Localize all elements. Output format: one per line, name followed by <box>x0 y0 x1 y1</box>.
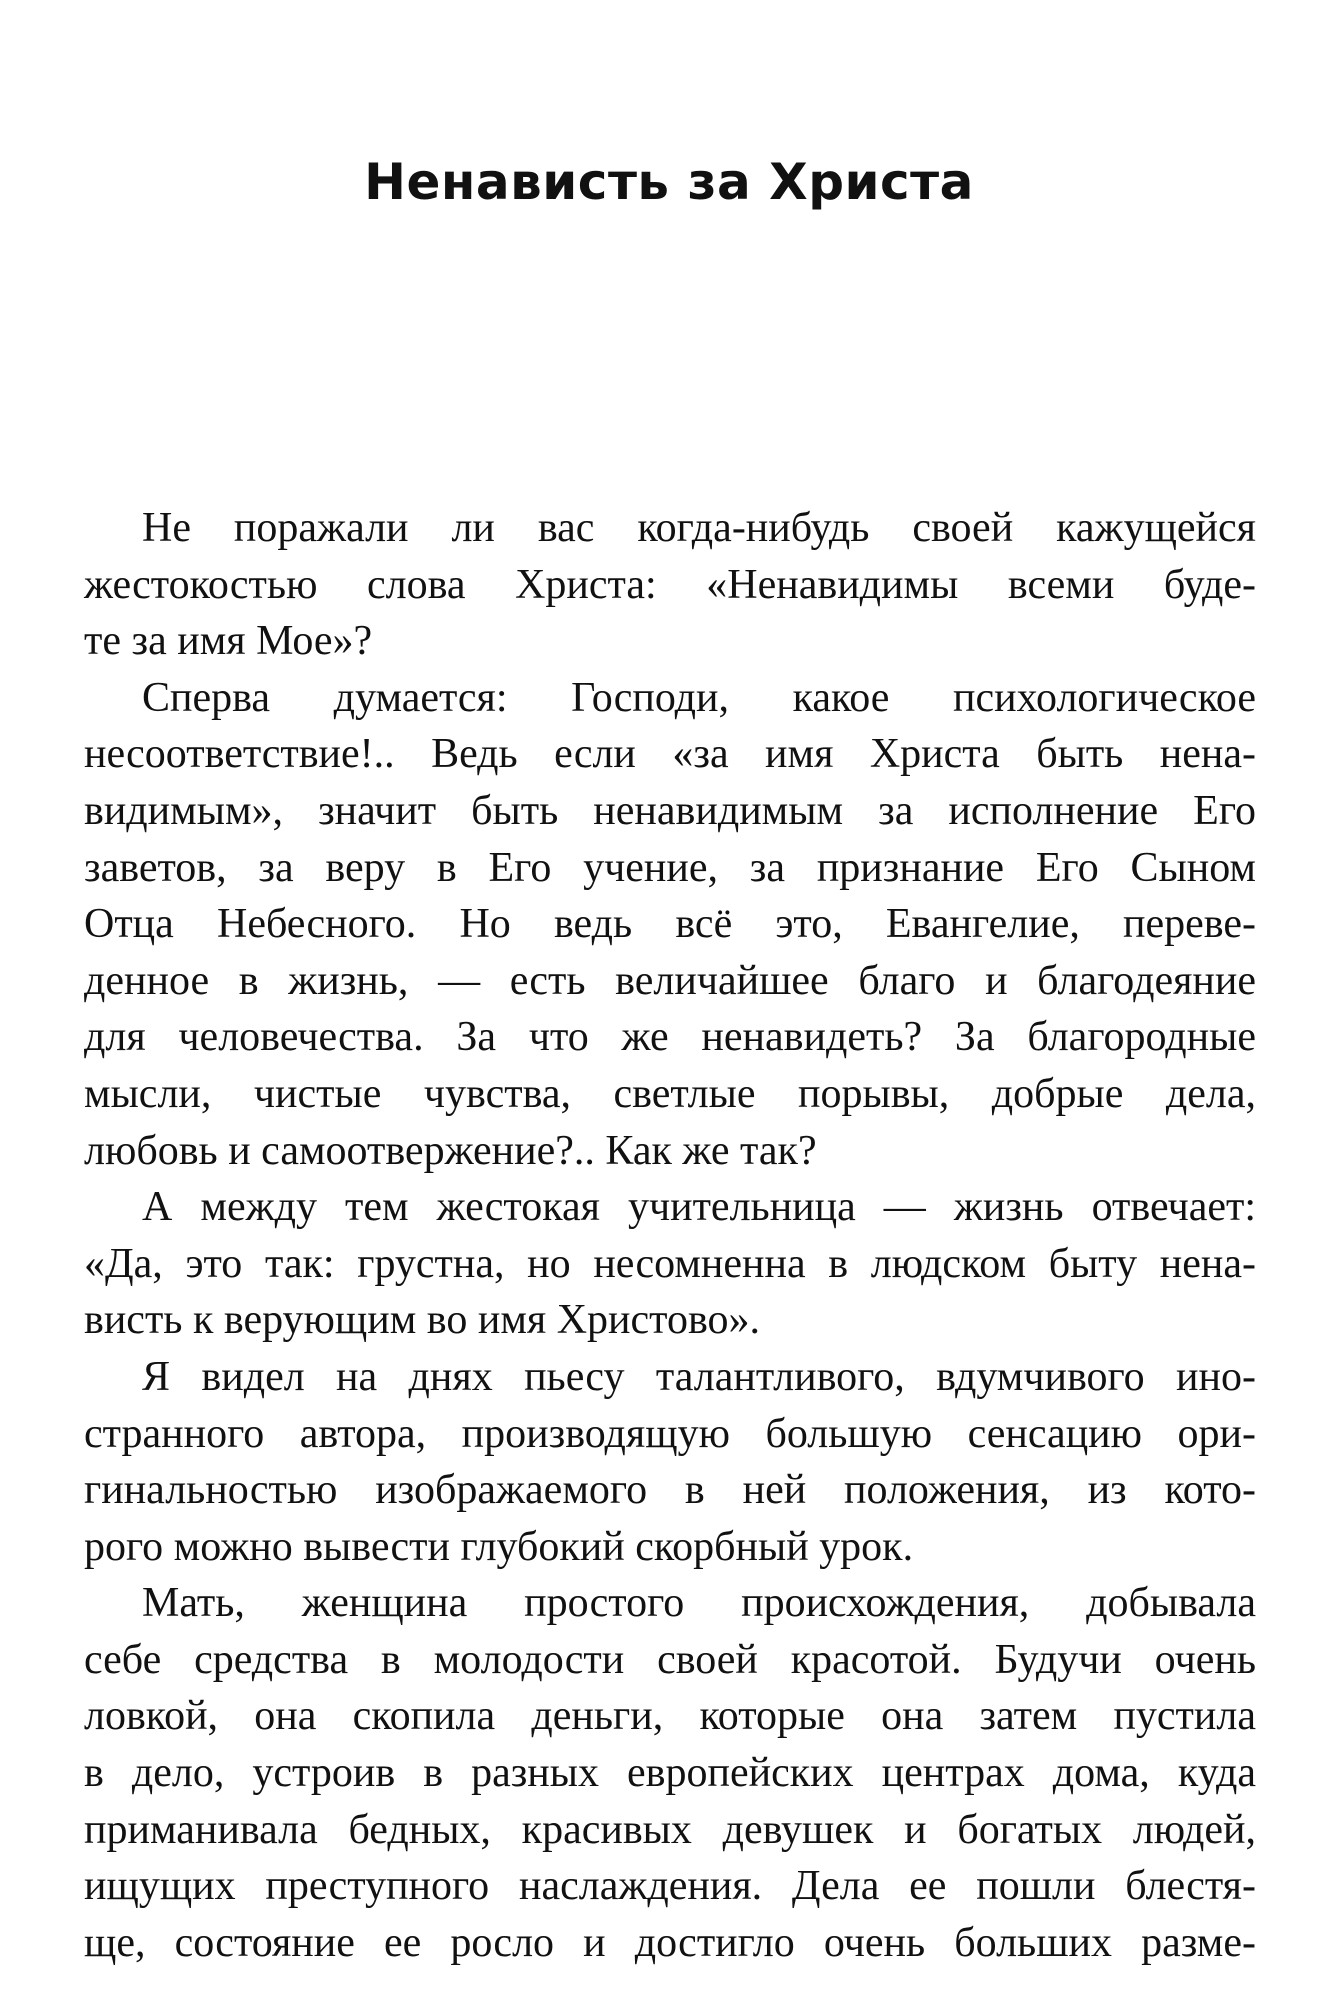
text-line: приманивала бедных, красивых девушек и богатых людей, <box>84 1806 1256 1853</box>
text-line: А между тем жестокая учительница — жизнь отвечает: <box>142 1184 1256 1231</box>
text-line: для человечества. За что же ненавидеть? За благородные <box>84 1014 1256 1061</box>
text-line: жестокостью слова Христа: «Ненавидимы всеми буде- <box>84 561 1256 608</box>
text-line: те за имя Мое»? <box>84 618 373 665</box>
text-line: любовь и самоотвержение?.. Как же так? <box>84 1127 817 1174</box>
text-line: видимым», значит быть ненавидимым за исполнение Его <box>84 787 1256 834</box>
chapter-title: Ненависть за Христа <box>364 153 974 211</box>
text-line: мысли, чистые чувства, светлые порывы, добрые дела, <box>84 1070 1256 1117</box>
text-line: странного автора, производящую большую сенсацию ори- <box>84 1410 1256 1457</box>
text-line: себе средства в молодости своей красотой. Будучи очень <box>84 1636 1256 1683</box>
text-line: Я видел на днях пьесу талантливого, вдумчивого ино- <box>142 1353 1256 1400</box>
text-line: Не поражали ли вас когда-нибудь своей кажущейся <box>142 505 1256 551</box>
text-line: в дело, устроив в разных европейских центрах дома, куда <box>84 1750 1256 1797</box>
text-line: ще, состояние ее росло и достигло очень больших разме- <box>84 1919 1256 1966</box>
text-line: Мать, женщина простого происхождения, добывала <box>142 1580 1256 1627</box>
text-line: заветов, за веру в Его учение, за признание Его Сыном <box>84 844 1256 891</box>
text-line: Сперва думается: Господи, какое психологическое <box>142 674 1256 721</box>
text-line: висть к верующим во имя Христово». <box>84 1297 761 1344</box>
text-line: денное в жизнь, — есть величайшее благо и благодеяние <box>84 957 1256 1004</box>
text-line: рого можно вывести глубокий скорбный урок. <box>84 1523 914 1570</box>
text-line: гинальностью изображаемого в ней положения, из кото- <box>84 1467 1256 1514</box>
text-line: Отца Небесного. Но ведь всё это, Евангелие, переве- <box>84 901 1256 948</box>
text-line: ищущих преступного наслаждения. Дела ее пошли блестя- <box>84 1863 1256 1910</box>
text-line: несоответствие!.. Ведь если «за имя Христа быть нена- <box>84 731 1256 778</box>
body-text <box>84 500 1256 1971</box>
text-line: ловкой, она скопила деньги, которые она затем пустила <box>84 1693 1256 1740</box>
text-line: «Да, это так: грустна, но несомненна в людском быту нена- <box>84 1240 1256 1287</box>
